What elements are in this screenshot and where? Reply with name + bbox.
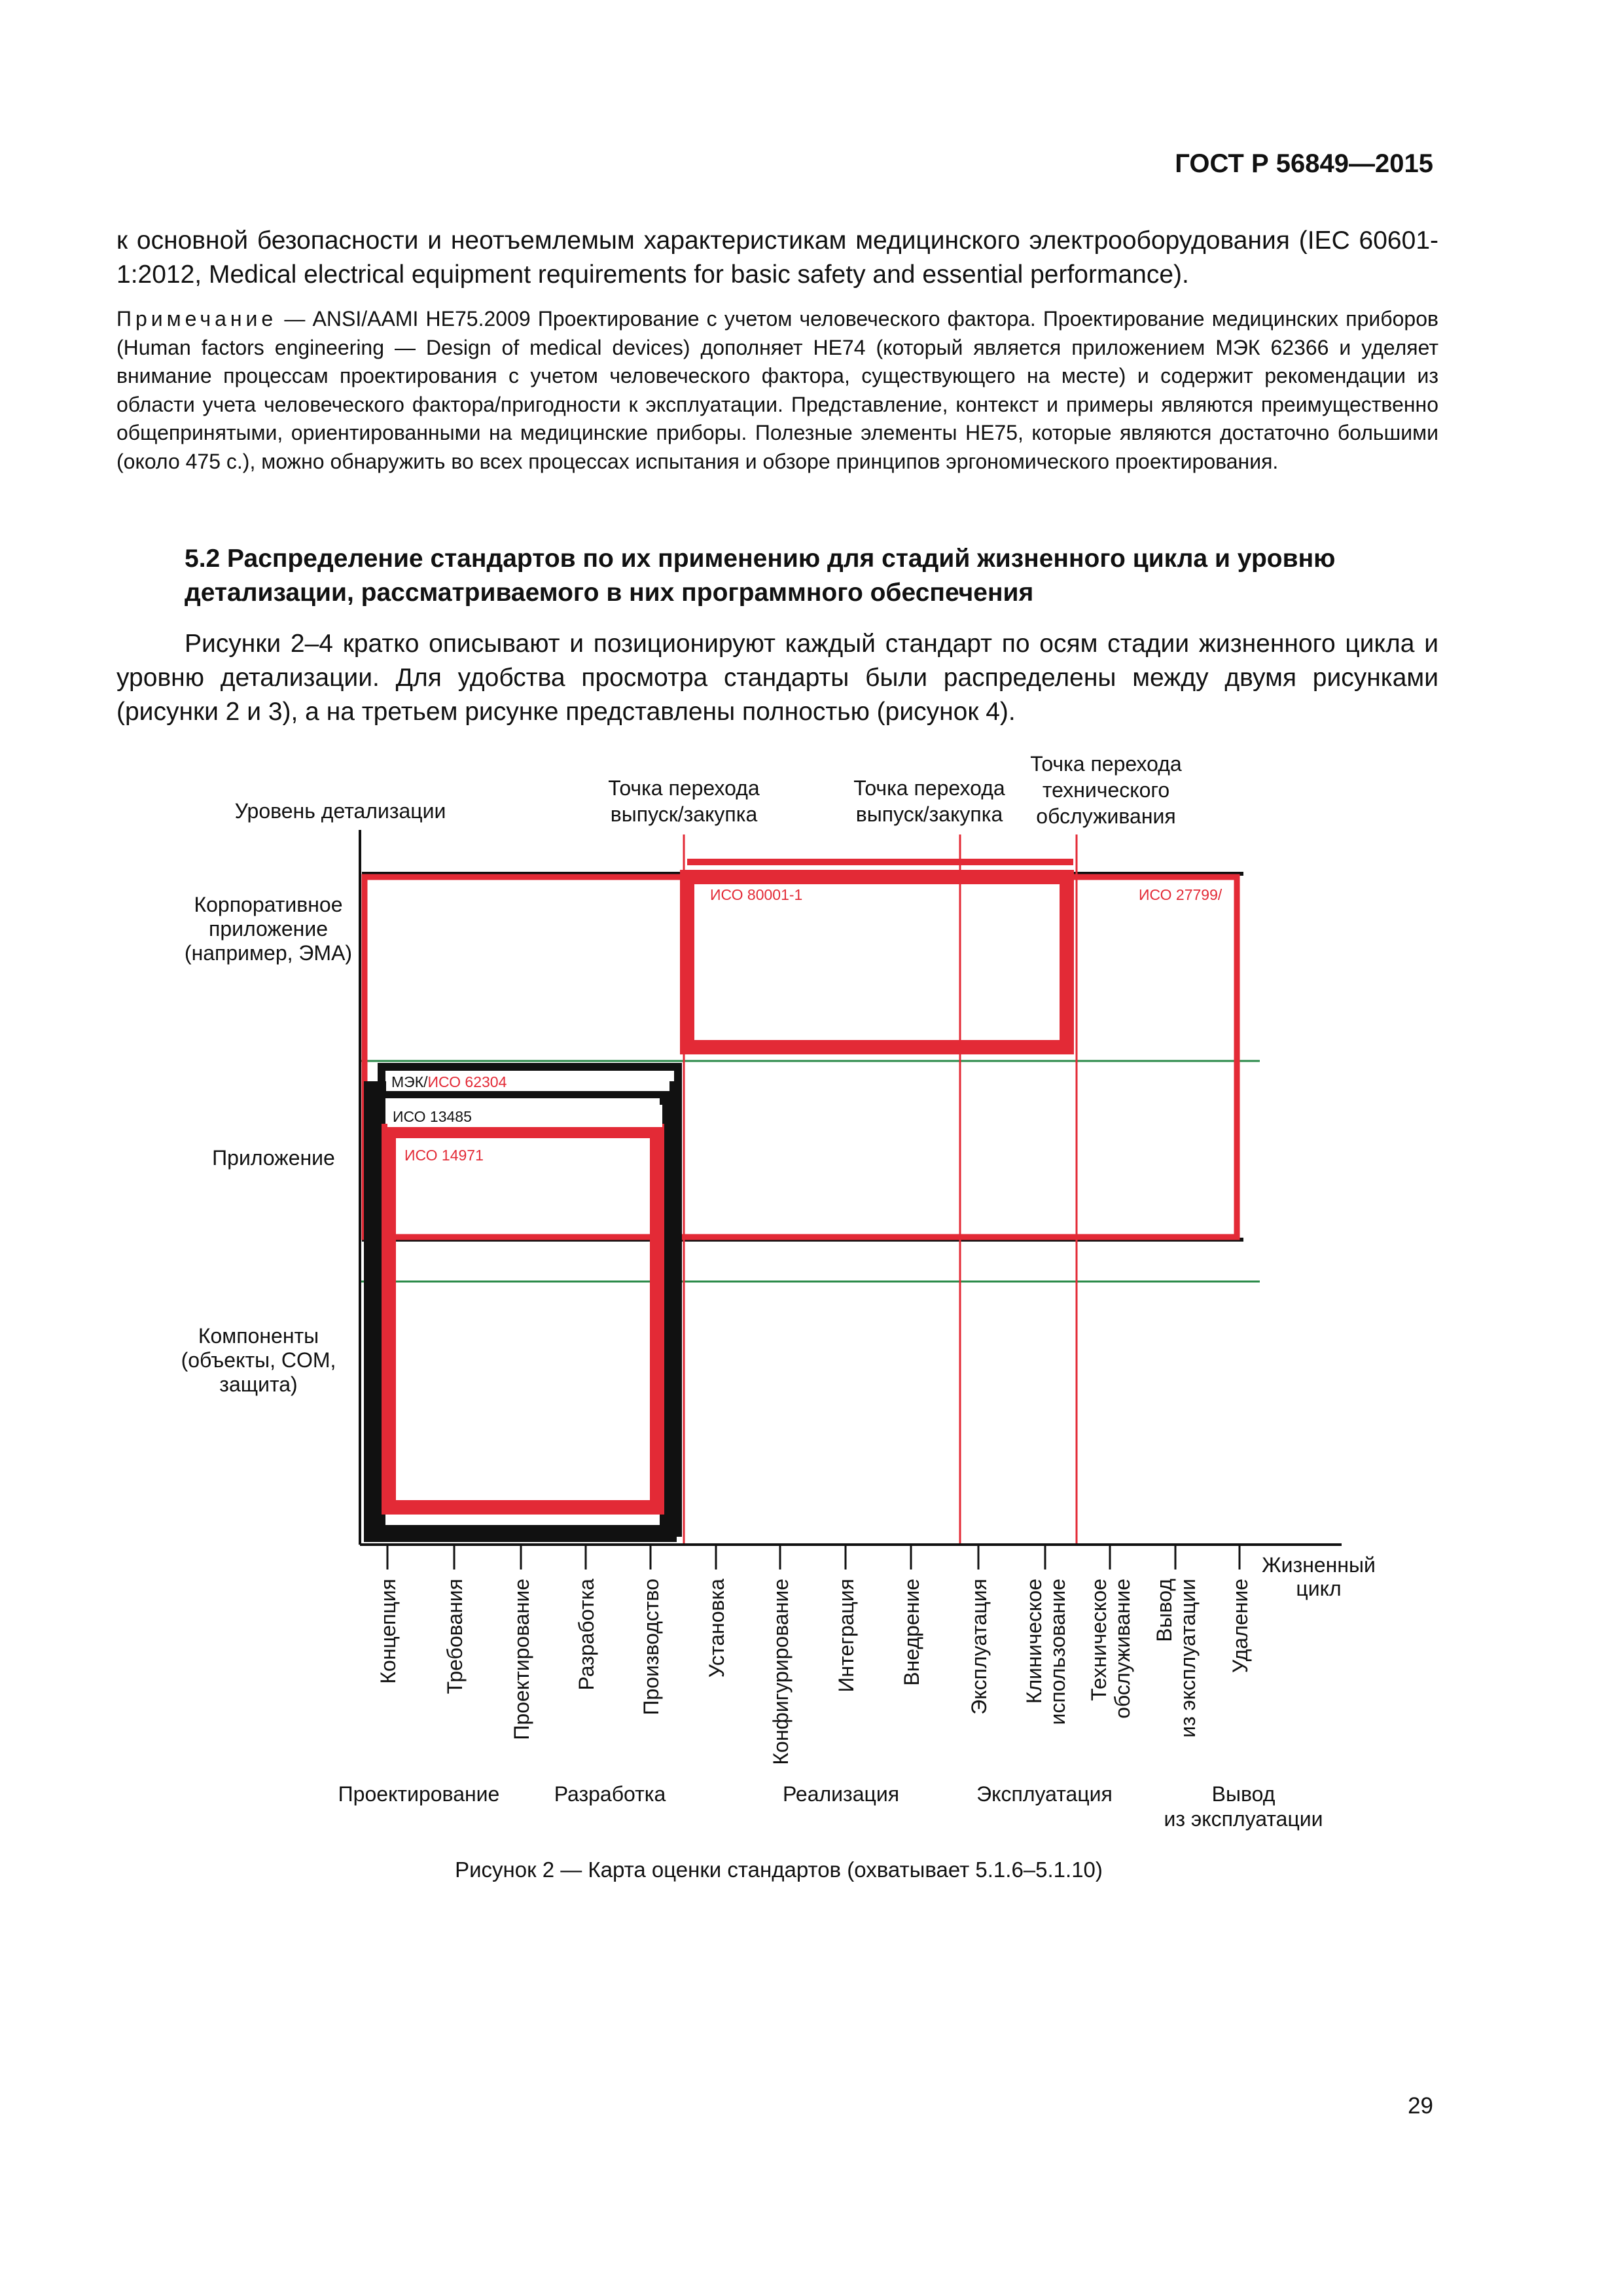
stage-label-проектирование: Проектирование — [510, 1579, 533, 1740]
phase-label-проектирование: Проектирование — [338, 1782, 500, 1806]
stage-label-разработка: Разработка — [575, 1579, 598, 1691]
stage-label-удаление: Удаление — [1228, 1579, 1252, 1674]
stage-label-вывод: Выводиз эксплуатации — [1152, 1579, 1200, 1738]
transition-label-3: Точка перехода технического обслуживания — [1030, 752, 1182, 828]
box-iso14971 — [389, 1131, 657, 1507]
stage-label-концепция: Концепция — [376, 1579, 400, 1684]
standard-label-iso13485: ИСО 13485 — [393, 1108, 472, 1125]
box-iso27799 — [365, 877, 1237, 1237]
stage-label-установка: Установка — [705, 1579, 728, 1678]
stage-label-конфигурирование: Конфигурирование — [769, 1579, 793, 1765]
stage-label-эксплуатация: Эксплуатация — [967, 1579, 991, 1715]
phase-label-вывод: Вывод из эксплуатации — [1164, 1782, 1323, 1831]
document-id: ГОСТ Р 56849—2015 — [1175, 149, 1433, 178]
standard-label-iso27799: ИСО 27799/ — [1139, 886, 1222, 903]
phase-label-реализация: Реализация — [782, 1782, 900, 1806]
paragraph-continuation: к основной безопасности и неотъемлемым характеристикам медицинского электрооборудования (IEC 60601-1:2012, Medical electrical equipment requirements for basic safety and essential performance). — [116, 226, 1438, 289]
x-axis-title: Жизненный цикл — [1262, 1553, 1376, 1600]
level-label-enterprise: Корпоративное приложение (например, ЭМА) — [184, 893, 353, 965]
stage-label-требования: Требования — [443, 1579, 467, 1695]
standard-label-mek62304: МЭК/ИСО 62304 — [391, 1073, 507, 1090]
figure-caption: Рисунок 2 — Карта оценки стандартов (охватывает 5.1.6–5.1.10) — [455, 1857, 1103, 1882]
note-text: — ANSI/AAMI HE75.2009 Проектирование с учетом человеческого фактора. Проектирование медицинских приборов (Human factors engineering — Design of medical devices) дополняет HE74 (который является приложением МЭК 62366 и уделяет внимание процессам проектирования с учетом человеческого фактора, существующего на месте) и содержит рекомендации из области учета человеческого фактора/пригодности к эксплуатации. Представление, контекст и примеры являются преимущественно общепринятыми, ориентированными на медицинские приборы. Полезные элементы HE75, которые являются достаточно большими (около 475 с.), можно обнаружить во всех процессах испытания и обзоре принципов эргономического проектирования. — [116, 307, 1438, 473]
section-heading: 5.2 Распределение стандартов по их применению для стадий жизненного цикла и уровню детализации, рассматриваемого в них программного обеспечения — [185, 545, 1336, 607]
stage-label-внедрение: Внедрение — [900, 1579, 923, 1686]
standard-label-iso14971: ИСО 14971 — [404, 1147, 484, 1164]
stage-label-техническое: Техническоеобслуживание — [1087, 1579, 1134, 1719]
section-paragraph: Рисунки 2–4 кратко описывают и позиционируют каждый стандарт по осям стадии жизненного цикла и уровню детализации. Для удобства просмотра стандарты были распределены между двумя рисунками (рисунки 2 и 3), а на третьем рисунке представлены полностью (рисунок 4). — [116, 630, 1438, 726]
stage-label-производство: Производство — [639, 1579, 663, 1715]
y-axis-title: Уровень детализации — [234, 799, 446, 823]
level-label-components: Компоненты (объекты, COM, защита) — [181, 1324, 336, 1396]
standard-label-iso80001: ИСО 80001-1 — [710, 886, 803, 903]
level-label-application: Приложение — [212, 1146, 335, 1170]
phase-label-эксплуатация: Эксплуатация — [976, 1782, 1113, 1806]
box-iso80001-topbar — [687, 859, 1073, 865]
transition-label-2: Точка перехода выпуск/закупка — [853, 776, 1005, 826]
note-label: Примечание — [116, 307, 277, 331]
stage-label-клиническое: Клиническоеиспользование — [1022, 1579, 1069, 1725]
transition-label-1: Точка перехода выпуск/закупка — [608, 776, 760, 826]
phase-label-разработка: Разработка — [554, 1782, 666, 1806]
page-number: 29 — [1408, 2093, 1433, 2119]
stage-label-интеграция: Интеграция — [834, 1579, 858, 1693]
